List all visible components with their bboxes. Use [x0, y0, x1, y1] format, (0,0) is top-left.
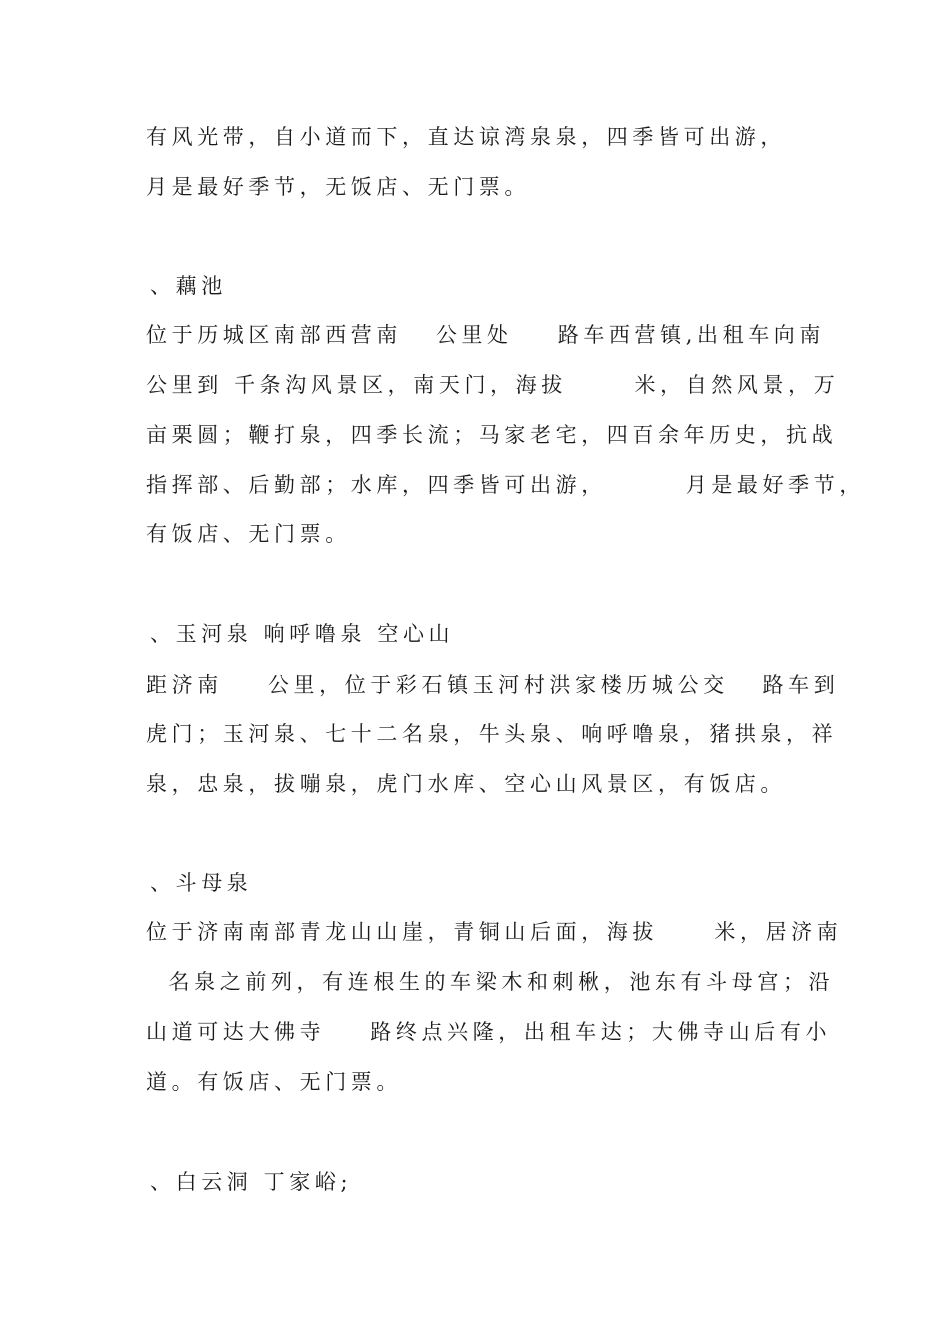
section-heading-baiyun: 、白云洞 丁家峪;	[150, 1170, 353, 1194]
paragraph-line: 山道可达大佛寺 路终点兴隆，出租车达；大佛寺山后有小	[146, 1020, 832, 1044]
paragraph-line: 亩栗圆；鞭打泉，四季长流；马家老宅，四百余年历史，抗战	[146, 423, 838, 447]
paragraph-line: 位于历城区南部西营南 公里处 路车西营镇,出租车向南	[146, 323, 825, 347]
paragraph-line: 位于济南南部青龙山山崖，青铜山后面，海拔 米，居济南	[146, 920, 843, 944]
section-heading-yuhe: 、玉河泉 响呼噜泉 空心山	[150, 622, 455, 646]
paragraph-line: 有饭店、无门票。	[146, 522, 351, 546]
paragraph-line: 指挥部、后勤部；水库，四季皆可出游， 月是最好季节，	[146, 473, 865, 497]
paragraph-line: 泉，忠泉，拔嘣泉，虎门水库、空心山风景区，有饭店。	[146, 772, 786, 796]
paragraph-line: 距济南 公里，位于彩石镇玉河村洪家楼历城公交 路车到	[146, 673, 840, 697]
paragraph-line: 名泉之前列，有连根生的车梁木和刺楸，池东有斗母宫；沿	[146, 970, 835, 994]
intro-line-2: 月是最好季节，无饭店、无门票。	[146, 175, 530, 199]
section-heading-doumu: 、斗母泉	[150, 871, 253, 895]
paragraph-line: 虎门；玉河泉、七十二名泉，牛头泉、响呼噜泉，猪拱泉，祥	[146, 722, 838, 746]
paragraph-line: 道。有饭店、无门票。	[146, 1070, 402, 1094]
paragraph-line: 公里到 千条沟风景区，南天门，海拔 米，自然风景，万	[146, 373, 840, 397]
intro-line-1: 有风光带，自小道而下，直达谅湾泉泉，四季皆可出游，	[146, 125, 786, 149]
section-heading-ouchi: 、藕池	[150, 274, 227, 298]
